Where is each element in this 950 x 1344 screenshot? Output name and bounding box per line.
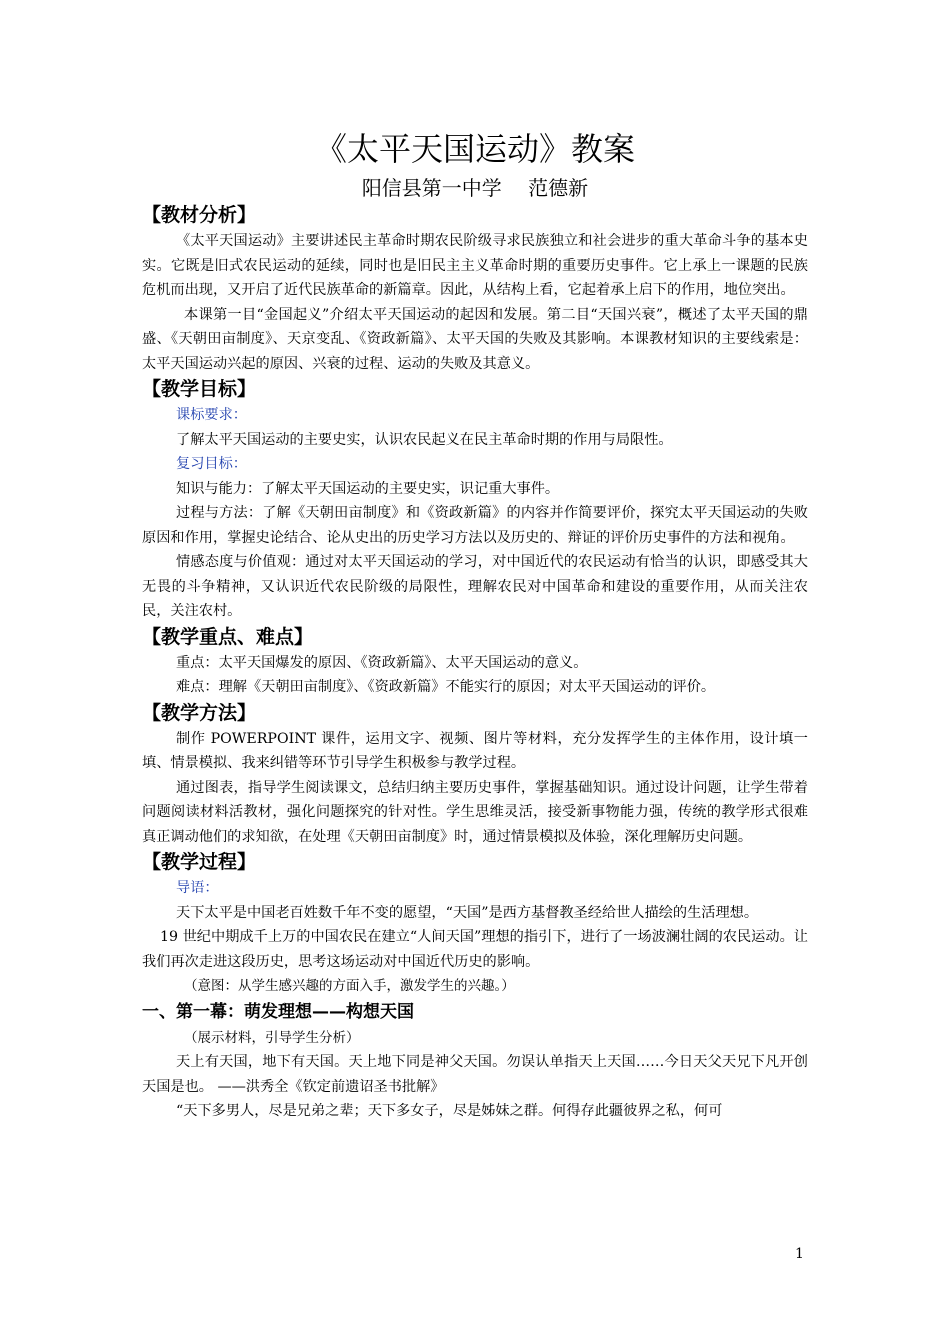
methods-paragraph-2: 通过图表，指导学生阅读课文，总结归纳主要历史事件，掌握基础知识。通过设计问题，让学生带着问题阅读材料活教材，强化问题探究的针对性。学生思维灵活，接受新事物能力强，传统的教学形式很难真正调动他们的求知欲，在处理《天朝田亩制度》时，通过情景模拟及体验，深化理解历史问题。	[142, 779, 808, 845]
section-heading-analysis: 【教材分析】	[142, 204, 257, 226]
process-paragraph-4: “天下多男人，尽是兄弟之辈；天下多女子，尽是姊妹之群。何得存此疆彼界之私，何可	[176, 1103, 723, 1119]
section-heading-keypoints: 【教学重点、难点】	[142, 625, 314, 648]
section-heading-process: 【教学过程】	[142, 851, 257, 873]
process-paragraph-1: 天下太平是中国老百姓数千年不变的愿望，“天国”是西方基督教圣经给世人描绘的生活理想。	[176, 904, 759, 921]
document-author: 阳信县第一中学 范德新	[361, 176, 589, 200]
goals-label-review: 复习目标：	[176, 456, 247, 472]
goals-paragraph-1: 了解太平天国运动的主要史实，认识农民起义在民主革命时期的作用与局限性。	[176, 431, 673, 448]
section-heading-goals: 【教学目标】	[142, 378, 257, 400]
process-paragraph-2: 19 世纪中期成千上万的中国农民在建立“人间天国”理想的指引下，进行了一场波澜壮阔的农民运动。让我们再次走进这段历史，思考这场运动对中国近代历史的影响。	[142, 929, 808, 970]
act1-heading: 一、第一幕：萌发理想——构想天国	[142, 1001, 414, 1022]
process-paragraph-3: 天上有天国，地下有天国。天上地下同是神父天国。勿误认单指天上天国……今日天父天兄下凡开创天国是也。 ——洪秀全《钦定前遗诏圣书批解》	[142, 1054, 808, 1095]
goals-label-standard: 课标要求：	[176, 407, 247, 423]
methods-paragraph-1: 制作 POWERPOINT 课件，运用文字、视频、图片等材料，充分发挥学生的主体作用，设计填一填、情景模拟、我来纠错等环节引导学生积极参与教学过程。	[142, 730, 808, 771]
page-number: 1	[795, 1246, 804, 1262]
goals-paragraph-2: 知识与能力：了解太平天国运动的主要史实，识记重大事件。	[176, 480, 560, 497]
process-note-1: （意图：从学生感兴趣的方面入手，激发学生的兴趣。）	[184, 978, 515, 994]
document-body	[142, 124, 808, 1124]
keypoints-paragraph-1: 重点：太平天国爆发的原因、《资政新篇》、太平天国运动的意义。	[176, 654, 588, 671]
keypoints-paragraph-2: 难点：理解《天朝田亩制度》、《资政新篇》不能实行的原因；对太平天国运动的评价。	[176, 679, 716, 695]
goals-paragraph-3: 过程与方法：了解《天朝田亩制度》和《资政新篇》的内容并作简要评价，探究太平天国运动的失败原因和作用，掌握史论结合、论从史出的历史学习方法以及历史的、辩证的评价历史事件的方法和视角。	[142, 505, 808, 546]
document-title: 《太平天国运动》教案	[314, 130, 635, 168]
analysis-paragraph-2: 本课第一目“金国起义”介绍太平天国运动的起因和发展。第二目“天国兴衰”，概述了太平天国的鼎盛、《天朝田亩制度》、天京变乱、《资政新篇》、太平天国的失败及其影响。本课教材知识的主要线索是：太平天国运动兴起的原因、兴衰的过程、运动的失败及其意义。	[142, 306, 808, 372]
section-heading-methods: 【教学方法】	[142, 701, 257, 724]
goals-paragraph-4: 情感态度与价值观：通过对太平天国运动的学习，对中国近代的农民运动有恰当的认识，即感受其大无畏的斗争精神，又认识近代农民阶级的局限性，理解农民对中国革命和建设的重要作用，从而关注农民，关注农村。	[142, 554, 808, 619]
analysis-paragraph-1: 《太平天国运动》主要讲述民主革命时期农民阶级寻求民族独立和社会进步的重大革命斗争的基本史实。它既是旧式农民运动的延续，同时也是旧民主主义革命时期的重要历史事件。它上承上一课题的民族危机而出现，又开启了近代民族革命的新篇章。因此，从结构上看，它起着承上启下的作用，地位突出。	[142, 233, 808, 298]
process-intro-label: 导语：	[176, 880, 219, 896]
process-note-2: （展示材料，引导学生分析）	[184, 1029, 360, 1046]
